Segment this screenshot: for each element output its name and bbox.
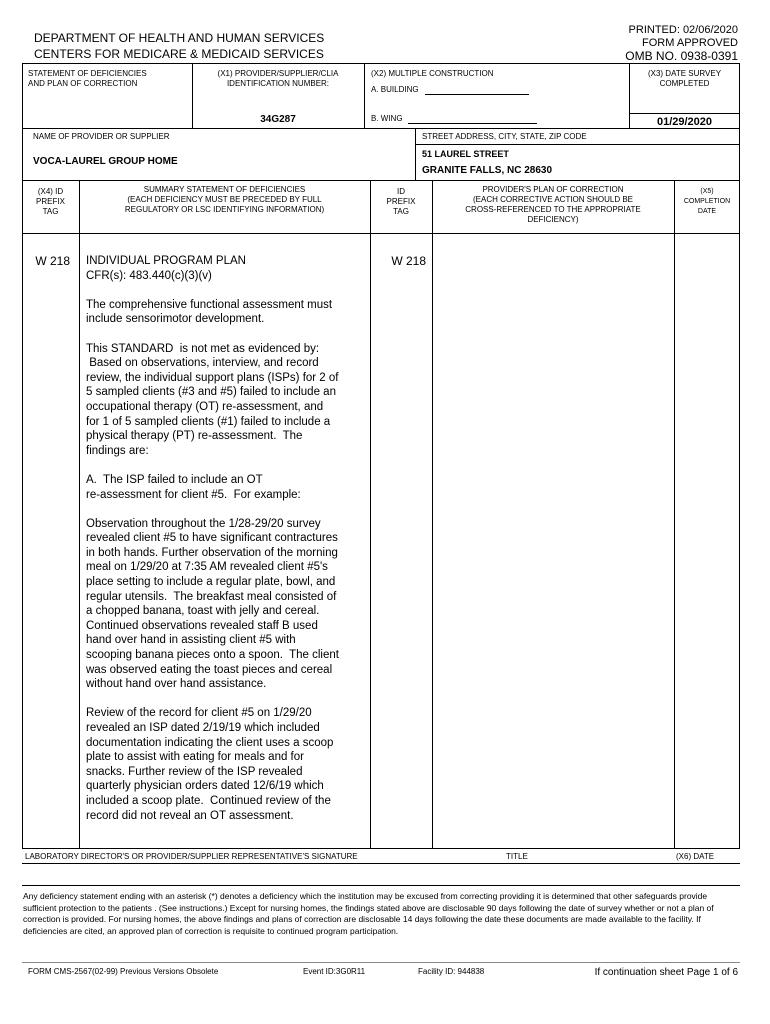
disclosure-footnote: Any deficiency statement ending with an asterisk (*) denotes a deficiency which the institution may be excused from correcting providing it is determined that other safeguards provide sufficient protection to the patients . (See instructions.) Except for nursing homes, the findings stated above are disclosable 90 days following the date of survey whether or not a plan of correction is provided. For nursing homes, the above findings and plans of correction are disclosable 14 days following the date these documents are made available to the facility. If deficiencies are cited, an approved plan of correction is requisite to continued program participation. [23, 891, 714, 936]
paragraph: A. The ISP failed to include an OT re-assessment for client #5. For example: [86, 473, 301, 501]
summary-header: SUMMARY STATEMENT OF DEFICIENCIES (EACH DEFICIENCY MUST BE PRECEDED BY FULL REGULATORY OR LSC IDENTIFYING INFORMATION) [124, 185, 325, 214]
survey-completed-date: 01/29/2020 [656, 116, 713, 128]
signature-label: LABORATORY DIRECTOR'S OR PROVIDER/SUPPLIER REPRESENTATIVE'S SIGNATURE [25, 852, 358, 861]
street-address: 51 LAUREL STREET [422, 149, 509, 159]
x6-date-label: (X6) DATE [676, 852, 715, 861]
provider-name-label: NAME OF PROVIDER OR SUPPLIER [33, 132, 170, 141]
title-label: TITLE [506, 852, 528, 861]
agency-header [34, 30, 324, 62]
x5-header: (X5) COMPLETION DATE [683, 188, 731, 215]
centers-name: CENTERS FOR MEDICARE & MEDICAID SERVICES [34, 47, 324, 61]
form-approved: FORM APPROVED [642, 37, 738, 49]
provider-id: 34G287 [260, 114, 296, 125]
id-header: ID PREFIX TAG [386, 187, 416, 216]
provider-name: VOCA-LAUREL GROUP HOME [33, 156, 178, 167]
department-name: DEPARTMENT OF HEALTH AND HUMAN SERVICES [34, 31, 325, 45]
paragraph: This STANDARD is not met as evidenced by: Based on observations, interview, and record review, the individual support plans (ISPs) for 2 of 5 sampled clients (#3 and #5) failed to include an occupational therapy (OT) re-assessment, and for 1 of 5 sampled clients (#1) failed to include a physical therapy (PT) re-assessment. The findings are: [86, 342, 339, 457]
deficiency-statement [86, 254, 368, 823]
printed-date: PRINTED: 02/06/2020 [628, 24, 738, 36]
x2-label: (X2) MULTIPLE CONSTRUCTION [371, 69, 494, 78]
form-number: FORM CMS-2567(02-99) Previous Versions Obsolete [28, 967, 219, 976]
plan-tag: W 218 [391, 254, 426, 268]
page-indicator: If continuation sheet Page 1 of 6 [594, 967, 738, 978]
paragraph: INDIVIDUAL PROGRAM PLAN CFR(s): 483.440(c)(3)(v) [86, 255, 246, 282]
x4-header: (X4) ID PREFIX TAG [36, 187, 65, 216]
form-status [625, 24, 738, 63]
paragraph: Review of the record for client #5 on 1/29/20 revealed an ISP dated 2/19/19 which included documentation indicating the client uses a scoop plate to assist with eating for meals and for snacks. Further review of the ISP revealed quarterly physician orders dated 12/6/19 which included a scoop plate. Continued review of the record did not reveal an OT assessment. [86, 707, 334, 822]
x1-label: (X1) PROVIDER/SUPPLIER/CLIA IDENTIFICATION NUMBER: [217, 69, 339, 88]
building-label: A. BUILDING [371, 85, 419, 94]
wing-label: B. WING [371, 114, 403, 123]
facility-id: Facility ID: 944838 [418, 967, 485, 976]
paragraph: Observation throughout the 1/28-29/20 survey revealed client #5 to have significant contractures in both hands. Further observation of the morning meal on 1/29/20 at 7:35 AM revealed client #5's place setting to include a regular plate, bowl, and regular utensils. The breakfast meal consisted of a chopped banana, toast with jelly and cereal. Continued observations revealed staff B used hand over hand in assisting client #5 with scooping banana pieces onto a spoon. The client was observed eating the toast pieces and cereal without hand over hand assistance. [86, 517, 339, 691]
wing-field[interactable] [408, 123, 537, 124]
statement-label: STATEMENT OF DEFICIENCIES AND PLAN OF CORRECTION [28, 69, 147, 88]
building-field[interactable] [425, 94, 529, 95]
address-label: STREET ADDRESS, CITY, STATE, ZIP CODE [422, 132, 587, 141]
plan-header: PROVIDER'S PLAN OF CORRECTION (EACH CORRECTIVE ACTION SHOULD BE CROSS-REFERENCED TO THE APPROPRIATE DEFICIENCY) [465, 185, 641, 224]
paragraph: The comprehensive functional assessment must include sensorimotor development. [86, 298, 333, 326]
x3-label: (X3) DATE SURVEY COMPLETED [647, 69, 722, 88]
omb-number: OMB NO. 0938-0391 [625, 49, 738, 63]
city-state-zip: GRANITE FALLS, NC 28630 [422, 165, 553, 176]
deficiency-tag: W 218 [35, 254, 70, 268]
event-id: Event ID:3G0R11 [303, 967, 366, 976]
